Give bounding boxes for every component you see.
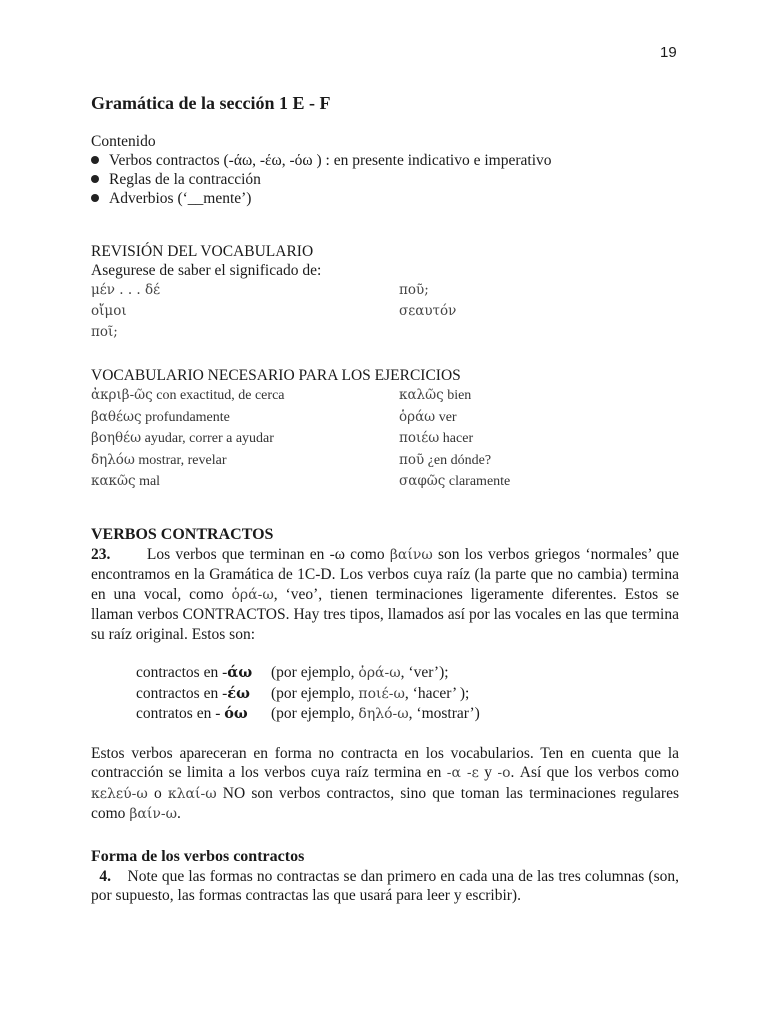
list-item (91, 189, 679, 208)
greek-word: βαθέως (91, 408, 142, 425)
vocab-right-column (399, 385, 679, 493)
example-text: (por ejemplo, (271, 664, 359, 681)
list-item (91, 280, 399, 301)
greek-word: ποῦ (399, 451, 425, 468)
greek-word: δηλό-ω (358, 706, 409, 722)
meaning: con exactitud, de cerca (156, 388, 285, 403)
contract-example (271, 684, 679, 705)
contract-ending: άω (227, 664, 253, 681)
list-item (136, 684, 679, 705)
greek-word: ποιέω (399, 430, 440, 446)
bullet-icon (91, 194, 99, 202)
list-item (136, 704, 679, 725)
contract-prefix: contratos en - (136, 705, 225, 722)
meaning: bien (447, 388, 472, 403)
greek-word: ποῦ; (399, 282, 429, 298)
paragraph-text: . (177, 805, 181, 822)
greek-word: μέν . . . δέ (91, 282, 161, 298)
list-item (399, 428, 679, 450)
greek-word: κακῶς (91, 473, 136, 489)
meaning: mal (139, 474, 161, 489)
greek-word: βαίνω (389, 546, 433, 563)
paragraph-text: son los verbos griegos ‘normales’ que encontramos en la Gramática de 1C-D. Los verbos cuya raíz (la parte que no cambia) termina en una vocal, como (91, 545, 679, 603)
example-text: , ‘ver’); (400, 664, 449, 681)
paragraph-23 (91, 545, 679, 645)
paragraph-contraction-rules (91, 744, 679, 825)
forma-heading: Forma de los verbos contractos (91, 847, 305, 865)
example-text: (por ejemplo, (271, 684, 359, 702)
list-item (91, 151, 679, 170)
list-item-text: Reglas de la contracción (109, 171, 261, 188)
paragraph-text: y (478, 764, 498, 781)
list-item-text: Adverbios (‘__mente’) (109, 190, 252, 207)
page-number: 19 (660, 44, 677, 61)
vocab-ejercicios (91, 385, 679, 493)
list-item (91, 301, 399, 322)
paragraph-text: Estos verbos apareceran en forma no contracta en los vocabularios. Ten en cuenta que la contracción se limita a los verbos cuya raíz termina en (91, 744, 679, 781)
greek-word: βοηθέω (91, 430, 142, 446)
contract-prefix: contractos en - (136, 664, 228, 681)
revision-heading: REVISIÓN DEL VOCABULARIO (91, 243, 314, 260)
list-item (399, 407, 679, 429)
revision-right-column (399, 280, 679, 343)
contenido-list (91, 151, 679, 208)
revision-vocab (91, 280, 679, 343)
contract-example (271, 704, 679, 725)
greek-word: βαίν-ω (129, 806, 178, 822)
meaning: claramente (445, 474, 511, 489)
paragraph-text: , ‘veo’, tienen terminaciones ligeramente diferentes. Estos se llaman verbos CONTRACTOS. Hay tres tipos, llamados así por las vocales en las que termina su raíz original. Estos son: (91, 585, 679, 643)
list-item (91, 170, 679, 189)
list-item (399, 471, 679, 493)
paragraph-text: o (147, 784, 168, 802)
paragraph-number: 4. (99, 867, 111, 885)
meaning: hacer (442, 431, 474, 446)
verbos-contractos-heading: VERBOS CONTRACTOS (91, 525, 274, 543)
list-item (91, 407, 399, 429)
greek-word: -α -ε (446, 765, 479, 781)
contract-types (136, 663, 679, 725)
meaning: ver (438, 409, 457, 425)
greek-word: σαφῶς (399, 473, 446, 489)
greek-word: ὁρά-ω (231, 586, 274, 603)
greek-word: ἀκριβ-ῶς (91, 387, 153, 403)
paragraph-text: . Así que los verbos como (510, 764, 679, 781)
example-text: , ‘mostrar’) (408, 705, 480, 722)
vocab-ejercicios-heading: VOCABULARIO NECESARIO PARA LOS EJERCICIOS (91, 367, 461, 384)
bullet-icon (91, 156, 99, 164)
contract-type (136, 663, 271, 684)
greek-word: οἴμοι (91, 303, 127, 319)
greek-word: κλαί-ω (167, 785, 217, 802)
paragraph-text: Los verbos que terminan en -ω como (146, 545, 390, 563)
paragraph-number: 23. (91, 545, 111, 563)
meaning: mostrar, revelar (138, 452, 227, 468)
example-text: (por ejemplo, (271, 705, 359, 722)
meaning: ayudar, correr a ayudar (144, 431, 274, 446)
revision-intro: Asegurese de saber el significado de: (91, 262, 322, 279)
greek-word: ὁρά-ω (358, 665, 401, 681)
greek-word: καλῶς (399, 387, 444, 403)
greek-word: -ο (497, 765, 511, 781)
page-title: Gramática de la sección 1 E - F (91, 93, 331, 113)
greek-word: ποῖ; (91, 324, 118, 340)
list-item (91, 471, 399, 493)
contract-example (271, 663, 679, 684)
revision-left-column (91, 280, 399, 343)
contract-type (136, 704, 271, 725)
list-item (399, 301, 679, 322)
contract-prefix: contractos en - (136, 684, 228, 702)
list-item (399, 385, 679, 407)
bullet-icon (91, 175, 99, 183)
contenido-label: Contenido (91, 133, 156, 150)
paragraph-text: NO son verbos contractos, sino que toman las terminaciones regulares como (91, 784, 680, 822)
greek-word: σεαυτόν (399, 303, 457, 319)
greek-word: κελεύ-ω (91, 785, 148, 802)
vocab-left-column (91, 385, 399, 493)
greek-word: ποιέ-ω (358, 685, 405, 702)
greek-word: δηλόω (91, 451, 135, 468)
document-body (91, 92, 679, 906)
greek-word: ὁράω (399, 408, 436, 425)
list-item (91, 385, 399, 407)
list-item (399, 450, 679, 472)
paragraph-text: Note que las formas no contractas se dan primero en cada una de las tres columnas (son, por supuesto, las formas contractas las que usará para leer y escribir). (91, 867, 680, 904)
meaning: profundamente (145, 409, 230, 425)
list-item (91, 450, 399, 472)
list-item (91, 428, 399, 450)
list-item (399, 280, 679, 301)
contract-ending: όω (224, 705, 248, 722)
contract-ending: έω (227, 684, 250, 702)
example-text: , ‘hacer’ ); (404, 684, 470, 702)
list-item-text: Verbos contractos (-άω, -έω, -όω ) : en presente indicativo e imperativo (109, 152, 552, 169)
list-item (91, 322, 399, 343)
paragraph-4 (91, 867, 679, 906)
contract-type (136, 684, 271, 705)
meaning: ¿en dónde? (427, 452, 492, 468)
list-item (136, 663, 679, 684)
